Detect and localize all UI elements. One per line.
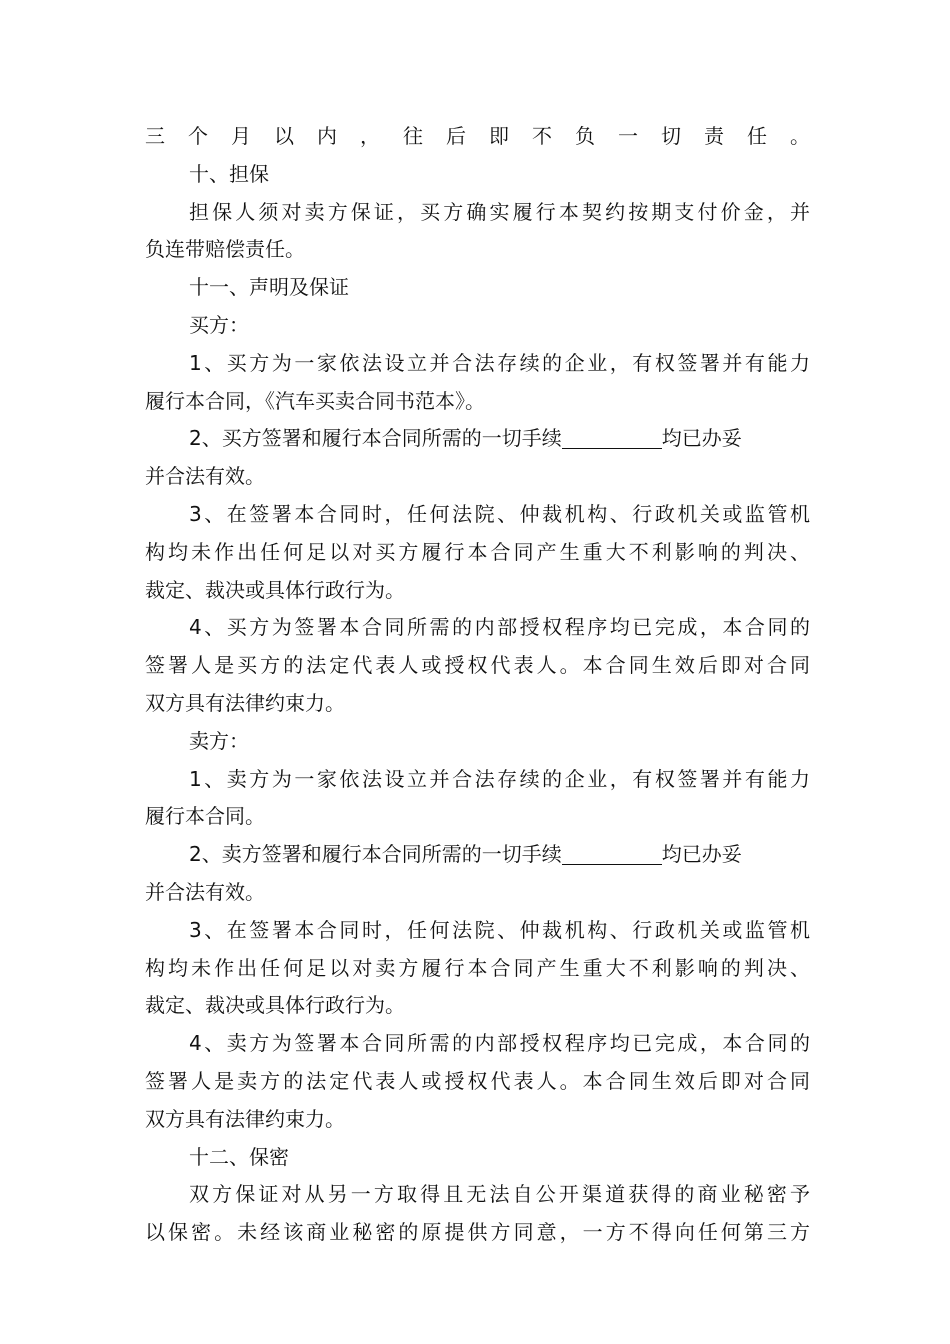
text-line-with-blank xyxy=(145,420,810,458)
text-segment: 2、卖方签署和履行本合同所需的一切手续 xyxy=(189,842,562,867)
section-heading-confidentiality: 十二、保密 xyxy=(189,1144,289,1169)
text-line: 3、在签署本合同时，任何法院、仲裁机构、行政机关或监管机 xyxy=(189,501,810,526)
text-line: 裁定、裁决或具体行政行为。 xyxy=(145,577,405,602)
text-line: 并合法有效。 xyxy=(145,464,265,489)
text-segment: 2、买方签署和履行本合同所需的一切手续 xyxy=(189,426,562,451)
text-line: 并合法有效。 xyxy=(145,879,265,904)
text-line: 构均未作出任何足以对卖方履行本合同产生重大不利影响的判决、 xyxy=(145,955,810,980)
section-heading-guarantee: 十、担保 xyxy=(189,161,269,186)
text-line-with-blank xyxy=(145,836,810,874)
text-line: 双方具有法律约束力。 xyxy=(145,690,345,715)
text-line: 1、买方为一家依法设立并合法存续的企业，有权签署并有能力 xyxy=(189,350,810,375)
text-line: 负连带赔偿责任。 xyxy=(145,237,305,262)
text-line: 4、卖方为签署本合同所需的内部授权程序均已完成，本合同的 xyxy=(189,1031,810,1056)
text-line: 签署人是买方的法定代表人或授权代表人。本合同生效后即对合同 xyxy=(145,653,810,678)
text-line: 双方保证对从另一方取得且无法自公开渠道获得的商业秘密予 xyxy=(189,1182,810,1207)
text-line: 签署人是卖方的法定代表人或授权代表人。本合同生效后即对合同 xyxy=(145,1068,810,1093)
document-body xyxy=(145,118,810,1252)
text-line: 双方具有法律约束力。 xyxy=(145,1106,345,1131)
text-segment: 均已办妥 xyxy=(661,426,742,451)
text-line: 裁定、裁决或具体行政行为。 xyxy=(145,993,405,1018)
text-segment: 均已办妥 xyxy=(661,842,742,867)
text-line: 担保人须对卖方保证，买方确实履行本契约按期支付价金，并 xyxy=(189,199,810,224)
text-line: 履行本合同，《汽车买卖合同书范本》。 xyxy=(145,388,485,413)
text-line: 三个月以内，往后即不负一切责任。 xyxy=(145,124,810,148)
subheading-seller: 卖方： xyxy=(189,728,249,753)
fill-in-blank xyxy=(562,840,662,865)
text-line: 以保密。未经该商业秘密的原提供方同意，一方不得向任何第三方 xyxy=(145,1220,810,1245)
text-line: 4、买方为签署本合同所需的内部授权程序均已完成，本合同的 xyxy=(189,615,810,640)
text-line: 履行本合同。 xyxy=(145,804,265,829)
section-heading-declarations: 十一、声明及保证 xyxy=(189,275,349,300)
subheading-buyer: 买方： xyxy=(189,312,249,337)
text-line: 3、在签署本合同时，任何法院、仲裁机构、行政机关或监管机 xyxy=(189,917,810,942)
fill-in-blank xyxy=(562,424,662,449)
text-line: 1、卖方为一家依法设立并合法存续的企业，有权签署并有能力 xyxy=(189,766,810,791)
text-line: 构均未作出任何足以对买方履行本合同产生重大不利影响的判决、 xyxy=(145,539,810,564)
